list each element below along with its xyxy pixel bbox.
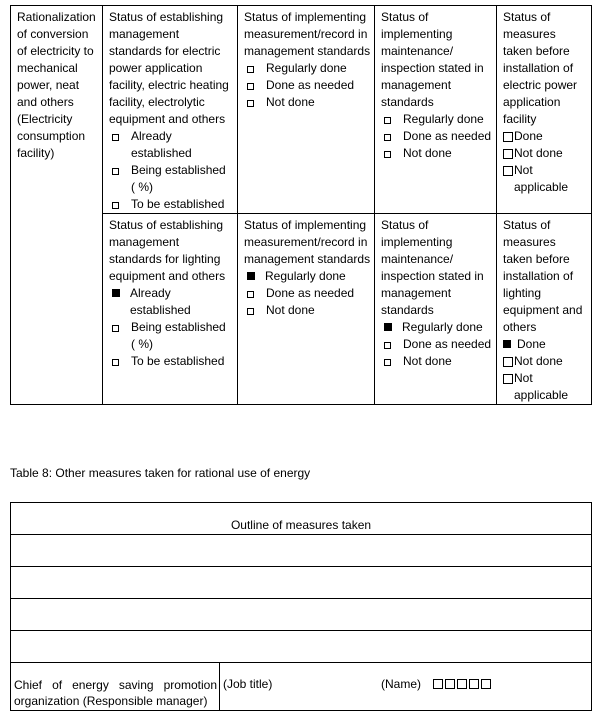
r1-i-notdone-option[interactable]: Not done [381,145,493,162]
checkbox-icon[interactable] [112,202,119,209]
r1-installation-cell [497,6,592,214]
r2-standards-cell [103,214,238,405]
checked-box-icon[interactable] [384,323,392,331]
checkbox-icon[interactable] [384,342,391,349]
checkbox-icon[interactable] [247,66,254,73]
checkbox-icon[interactable] [247,100,254,107]
square-icon [445,679,455,689]
checked-box-icon[interactable] [247,272,255,280]
r2-maintenance-title: Status of implementing maintenance/ inspection stated in management standards [381,218,484,317]
measure-row-4[interactable] [11,631,592,663]
r2-installation-cell [497,214,592,405]
r1-maintenance-title: Status of implementing maintenance/ inspection stated in management standards [381,10,484,109]
checkbox-icon[interactable] [384,117,391,124]
r1-maintenance-cell [375,6,497,214]
checkbox-icon[interactable] [112,325,119,332]
measures-header: Outline of measures taken [230,518,372,532]
checkbox-icon[interactable] [112,168,119,175]
checked-box-icon[interactable] [112,289,120,297]
r1-being-established-option[interactable]: Being established [109,162,234,179]
r2-inst-done-option[interactable]: Done [503,336,588,353]
measure-row-3[interactable] [11,599,592,631]
square-icon [433,679,443,689]
r2-percent-field[interactable]: ( %) [131,337,153,351]
r1-inst-notdone-option[interactable]: Not done [503,145,588,162]
r1-standards-cell [103,6,238,214]
row-header-cell [11,6,103,405]
r1-standards-title: Status of establishing management standards for electric power application facility, electric heating facility, electrolytic equipment and others [109,10,229,126]
r1-inst-na-option[interactable]: Not applicable [503,162,588,196]
checkbox-icon[interactable] [503,132,513,142]
chief-label-cell [11,663,220,711]
r2-maintenance-cell [375,214,497,405]
r2-m-needed-option[interactable]: Done as needed [244,285,371,302]
checkbox-icon[interactable] [384,359,391,366]
r2-m-regular-option[interactable]: Regularly done [244,268,371,285]
electricity-consumption-table [10,5,592,405]
checkbox-icon[interactable] [247,83,254,90]
r2-m-notdone-option[interactable]: Not done [244,302,371,319]
job-title-label: (Job title) [223,677,273,691]
r2-being-established-option[interactable]: Being established [109,319,234,336]
name-boxes[interactable] [433,677,493,691]
r2-i-regular-option[interactable]: Regularly done [381,319,493,336]
checkbox-icon[interactable] [503,166,513,176]
checkbox-icon[interactable] [247,291,254,298]
checkbox-icon[interactable] [384,134,391,141]
r2-standards-title: Status of establishing management standards for lighting equipment and others [109,218,226,283]
measure-row-2[interactable] [11,567,592,599]
checkbox-icon[interactable] [384,151,391,158]
r1-to-be-established-option[interactable]: To be established [109,196,234,213]
checkbox-icon[interactable] [247,308,254,315]
square-icon [457,679,467,689]
r2-i-needed-option[interactable]: Done as needed [381,336,493,353]
chief-label: Chief of energy saving promotion organization (Responsible manager) [14,678,217,708]
r2-inst-notdone-option[interactable]: Not done [503,353,588,370]
other-measures-table [10,502,592,711]
r1-i-needed-option[interactable]: Done as needed [381,128,493,145]
r1-installation-title: Status of measures taken before installation of electric power application facility [503,10,578,126]
r2-to-be-established-option[interactable]: To be established [109,353,234,370]
row-header-text: Rationalization of conversion of electricity to mechanical power, neat and others (Electricity consumption facility) [17,10,96,160]
checkbox-icon[interactable] [503,374,513,384]
r1-m-regular-option[interactable]: Regularly done [244,60,371,77]
r1-i-regular-option[interactable]: Regularly done [381,111,493,128]
r2-installation-title: Status of measures taken before installation of lighting equipment and others [503,218,583,334]
checkbox-icon[interactable] [503,149,513,159]
square-icon [481,679,491,689]
r1-m-notdone-option[interactable]: Not done [244,94,371,111]
table8-caption: Table 8: Other measures taken for rational use of energy [10,466,311,480]
measure-row-1[interactable] [11,535,592,567]
r1-measurement-title: Status of implementing measurement/record in management standards [244,10,371,58]
r2-measurement-title: Status of implementing measurement/record in management standards [244,218,371,266]
r2-i-notdone-option[interactable]: Not done [381,353,493,370]
checkbox-icon[interactable] [503,357,513,367]
r1-percent-field[interactable]: ( %) [131,180,153,194]
checkbox-icon[interactable] [112,359,119,366]
signature-cell [220,663,592,711]
r1-already-established-option[interactable]: Already established [109,128,234,162]
r1-measurement-cell [238,6,375,214]
r1-m-needed-option[interactable]: Done as needed [244,77,371,94]
checkbox-icon[interactable] [112,134,119,141]
r2-measurement-cell [238,214,375,405]
r2-already-established-option[interactable]: Already established [109,285,234,319]
r2-inst-na-option[interactable]: Not applicable [503,370,588,404]
checked-box-icon[interactable] [503,340,511,348]
r1-inst-done-option[interactable]: Done [503,128,588,145]
measures-header-cell [11,503,592,535]
square-icon [469,679,479,689]
name-label: (Name) [381,677,422,691]
